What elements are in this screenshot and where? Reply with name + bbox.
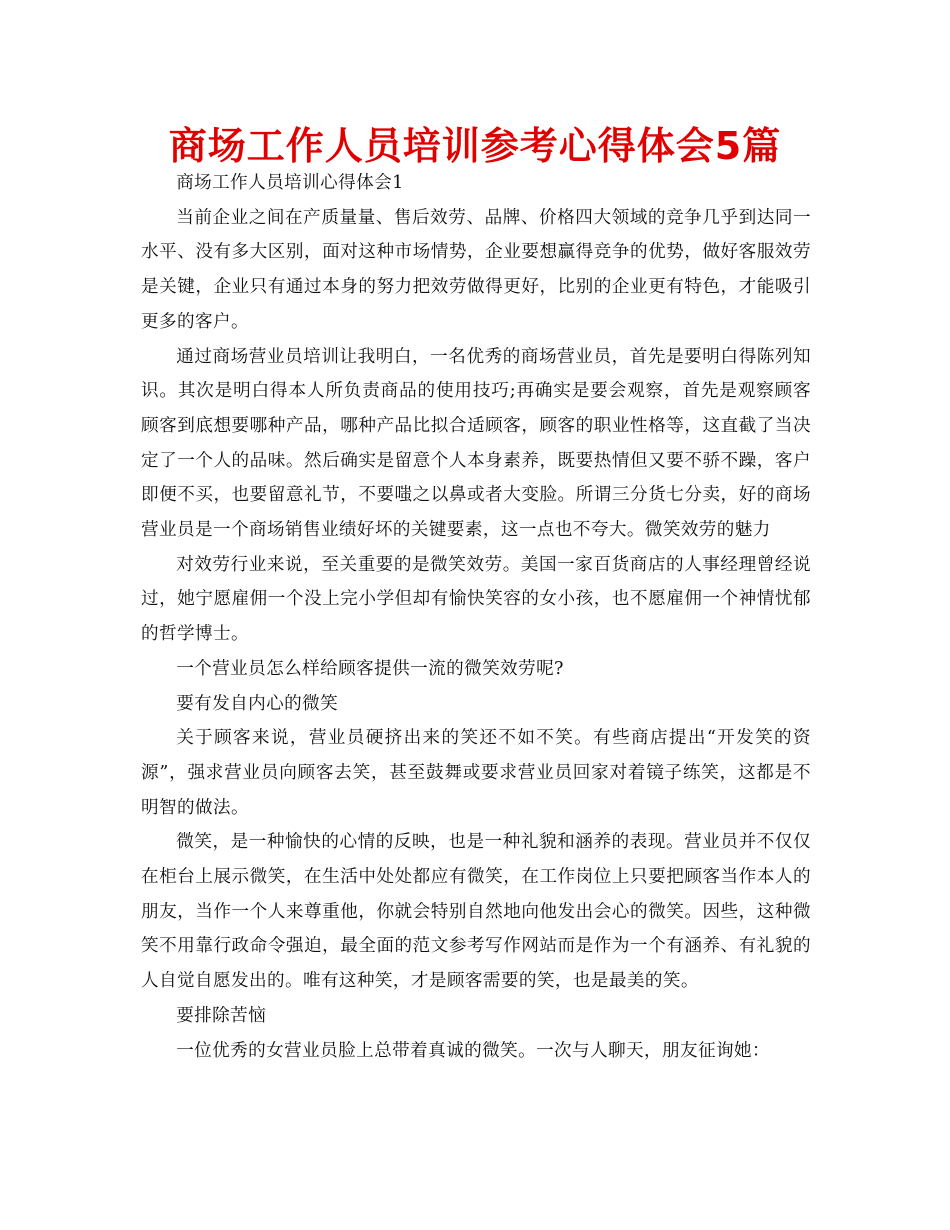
subheading: 要有发自内心的微笑 [176, 693, 339, 714]
paragraph: 一位优秀的女营业员脸上总带着真诚的微笑。一次与人聊天，朋友征询她： [176, 1040, 770, 1061]
paragraph: 一个营业员怎么样给顾客提供一流的微笑效劳呢? [176, 658, 564, 679]
paragraph: 当前企业之间在产质量量、售后效劳、品牌、价格四大领域的竞争几乎到达同一水平、没有多大区别，面对这种市场情势，企业要想赢得竞争的优势，做好客服效劳是关键，企业只有通过本身的努力把效劳做得更好，比别的企业更有特色，才能吸引更多的客户。 [141, 207, 811, 332]
paragraph: 关于顾客来说，营业员硬挤出来的笑还不如不笑。有些商店提出“开发笑的资源”，强求营业员向顾客去笑，甚至鼓舞或要求营业员回家对着镜子练笑，这都是不明智的做法。 [141, 728, 811, 818]
document-title: 商场工作人员培训参考心得体会5篇 [168, 124, 782, 168]
paragraph: 微笑，是一种愉快的心情的反映，也是一种礼貌和涵养的表现。营业员并不仅仅在柜台上展示微笑，在生活中处处都应有微笑，在工作岗位上只要把顾客当作本人的朋友，当作一个人来尊重他，你就会特别自然地向他发出会心的微笑。因些，这种微笑不用靠行政命令强迫，最全面的范文参考写作网站而是作为一个有涵养、有礼貌的人自觉自愿发出的。唯有这种笑，才是顾客需要的笑，也是最美的笑。 [141, 832, 811, 992]
paragraph: 对效劳行业来说，至关重要的是微笑效劳。美国一家百货商店的人事经理曾经说过，她宁愿雇佣一个没上完小学但却有愉快笑容的女小孩，也不愿雇佣一个神情忧郁的哲学博士。 [141, 554, 811, 645]
subheading: 要排除苦恼 [176, 1005, 267, 1026]
document-body [141, 166, 811, 1068]
section-heading: 商场工作人员培训心得体会1 [176, 173, 404, 193]
paragraph: 通过商场营业员培训让我明白，一名优秀的商场营业员，首先是要明白得陈列知识。其次是明白得本人所负责商品的使用技巧;再确实是要会观察，首先是观察顾客顾客到底想要哪种产品，哪种产品比拟合适顾客，顾客的职业性格等，这直截了当决定了一个人的品味。然后确实是留意个人本身素养，既要热情但又要不骄不躁，客户即便不买，也要留意礼节，不要嗤之以鼻或者大变脸。所谓三分货七分卖，好的商场营业员是一个商场销售业绩好坏的关键要素，这一点也不夸大。微笑效劳的魅力 [141, 346, 811, 541]
